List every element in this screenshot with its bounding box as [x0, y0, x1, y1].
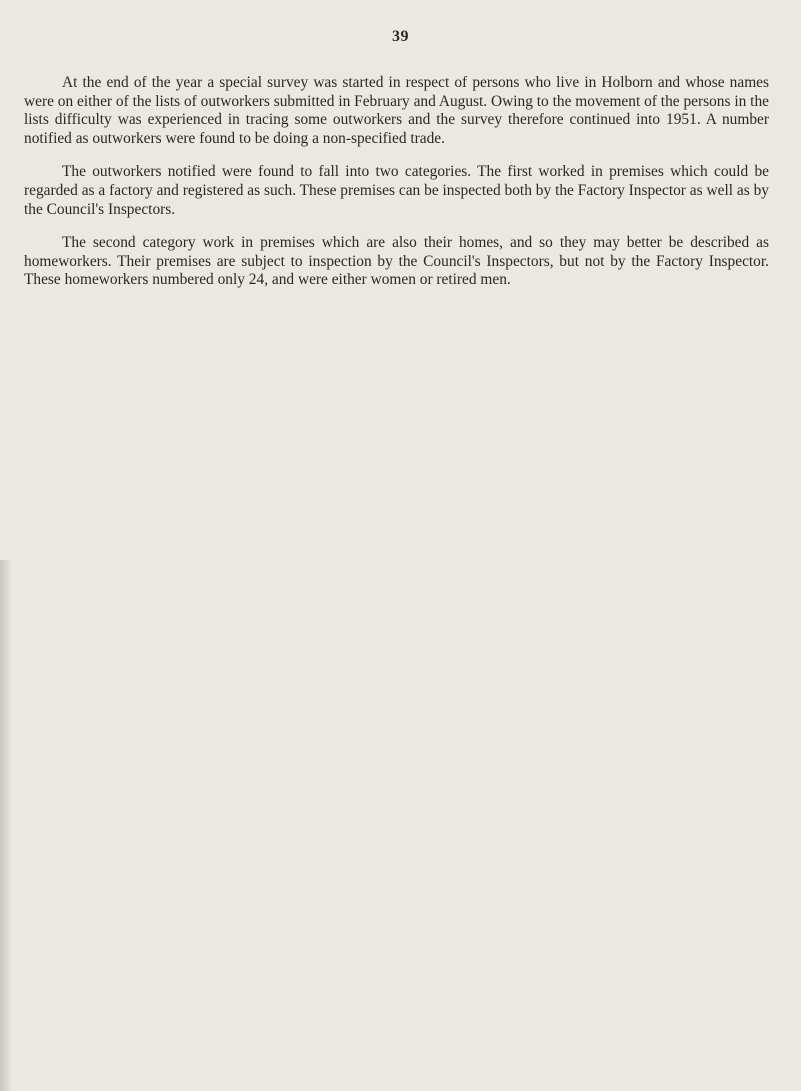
- body-text: [24, 74, 769, 305]
- paragraph-survey: At the end of the year a special survey was started in respect of persons who live in Holborn and whose names were on either of the lists of outworkers submitted in February and August. Owing to the movement of the persons in the lists difficulty was experienced in tracing some outworkers and the survey therefore continued into 1951. A number notified as outworkers were found to be doing a non-specified trade.: [24, 74, 769, 147]
- page-number: 39: [392, 28, 409, 45]
- page-edge-shadow: [0, 560, 12, 1091]
- paragraph-categories: The outworkers notified were found to fall into two categories. The first worked in premises which could be regarded as a factory and registered as such. These premises can be inspected both by the Factory Inspector as well as by the Council's Inspectors.: [24, 163, 769, 218]
- paragraph-homeworkers: The second category work in premises which are also their homes, and so they may better be described as homeworkers. Their premises are subject to inspection by the Council's Inspectors, but not by the Factory Inspector. These homeworkers numbered only 24, and were either women or retired men.: [24, 234, 769, 289]
